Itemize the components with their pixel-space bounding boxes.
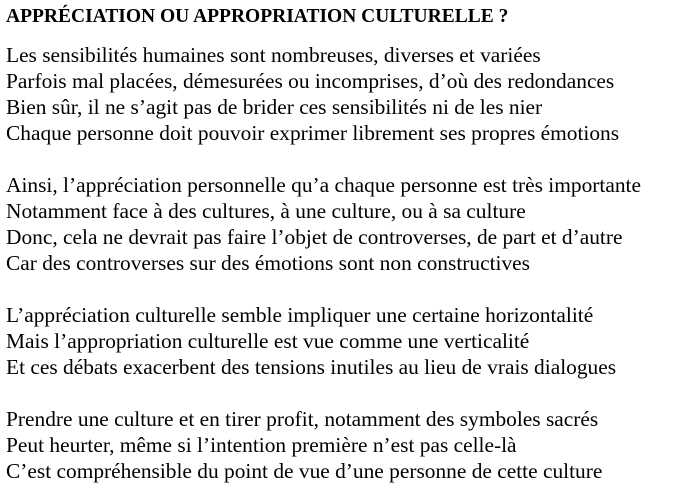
stanza-line: Et ces débats exacerbent des tensions inutiles au lieu de vrais dialogues [6, 355, 617, 379]
stanza-3 [6, 302, 676, 380]
stanza-line: Prendre une culture et en tirer profit, notamment des symboles sacrés [6, 407, 599, 431]
stanza-line: Chaque personne doit pouvoir exprimer librement ses propres émotions [6, 121, 620, 145]
stanza-line: Notamment face à des cultures, à une culture, ou à sa culture [6, 199, 526, 223]
stanza-line: Ainsi, l’appréciation personnelle qu’a chaque personne est très importante [6, 173, 641, 197]
stanza-line: Peut heurter, même si l’intention première n’est pas celle-là [6, 433, 517, 457]
stanza-line: C’est compréhensible du point de vue d’une personne de cette culture [6, 459, 603, 483]
stanza-2 [6, 172, 676, 276]
stanza-line: Car des controverses sur des émotions sont non constructives [6, 251, 530, 275]
stanza-line: Mais l’appropriation culturelle est vue comme une verticalité [6, 329, 530, 353]
stanza-line: Les sensibilités humaines sont nombreuses, diverses et variées [6, 43, 541, 67]
stanza-4 [6, 406, 676, 484]
document-title: APPRÉCIATION OU APPROPRIATION CULTURELLE ? [6, 6, 509, 27]
document [6, 4, 676, 484]
stanza-line: Parfois mal placées, démesurées ou incomprises, d’où des redondances [6, 69, 615, 93]
stanza-1 [6, 42, 676, 146]
stanza-line: Donc, cela ne devrait pas faire l’objet de controverses, de part et d’autre [6, 225, 623, 249]
stanza-line: L’appréciation culturelle semble impliquer une certaine horizontalité [6, 303, 594, 327]
stanza-line: Bien sûr, il ne s’agit pas de brider ces sensibilités ni de les nier [6, 95, 543, 119]
